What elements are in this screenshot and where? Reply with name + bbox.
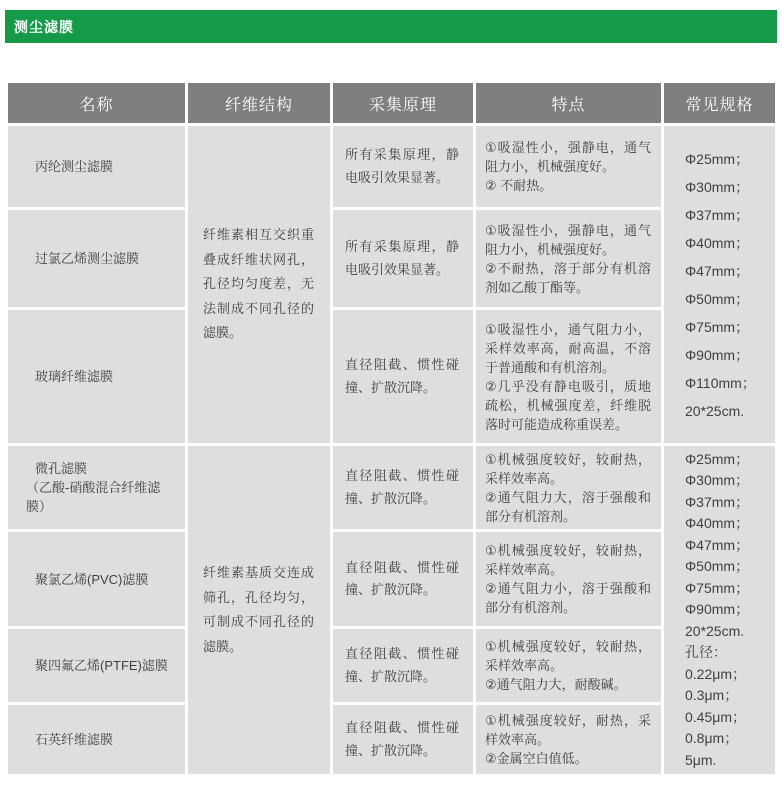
characteristic-line: ①吸湿性小，强静电，通气阻力小，机械强度好。 [485,140,651,174]
spec-line: Φ37mm； [685,206,750,223]
characteristic-line: ②金属空白值低。 [485,751,588,766]
fiber-structure-cell: 纤维素相互交织重叠成纤维状网孔，孔径均匀度差，无法制成不同孔径的滤膜。 [188,126,330,443]
table-row [8,310,775,443]
characteristic-line: ②通气阻力小，溶于强酸和部分有机溶剂。 [485,581,651,615]
characteristics-cell [476,629,661,702]
column-header-name: 名称 [8,83,185,123]
membrane-name-cell: 丙纶测尘滤膜 [8,126,185,207]
column-header-characteristics: 特点 [476,83,661,123]
spec-line: 5μm. [685,751,717,768]
spec-line: 20*25cm. [685,622,745,639]
spec-line: Φ110mm； [685,374,756,391]
spec-line: Φ50mm； [685,290,750,307]
characteristics-cell [476,126,661,207]
spec-line: Φ47mm； [685,536,750,553]
characteristic-line: ②通气阻力大，耐酸碱。 [485,677,627,692]
characteristic-line: ② 不耐热。 [485,178,553,193]
spec-line: Φ47mm； [685,262,750,279]
spec-line: Φ50mm； [685,558,750,575]
membrane-name-cell: 聚四氟乙烯(PTFE)滤膜 [8,629,185,702]
spec-line: Φ37mm； [685,493,750,510]
spec-line: 孔径： [685,644,727,661]
membrane-name-cell [8,446,185,529]
table-row [8,446,775,529]
table-header-row [8,83,775,123]
column-header-fiber-structure: 纤维结构 [188,83,330,123]
spec-line: Φ90mm； [685,601,750,618]
collection-principle-cell: 所有采集原理，静电吸引效果显著。 [333,210,473,307]
collection-principle-cell: 所有采集原理，静电吸引效果显著。 [333,126,473,207]
characteristic-line: ②几乎没有静电吸引，质地疏松，机械强度差，纤维脱落时可能造成称重误差。 [485,378,651,432]
common-specs-cell [664,126,775,443]
characteristic-line: ②不耐热，溶于部分有机溶剂如乙酸丁酯等。 [485,260,651,295]
spec-line: 0.22μm； [685,665,746,682]
spec-line: 0.3μm； [685,687,739,704]
membrane-name-cell: 过氯乙烯测尘滤膜 [8,210,185,307]
table-row [8,126,775,207]
collection-principle-cell: 直径阻截、惯性碰撞、扩散沉降。 [333,446,473,529]
characteristic-line: ②通气阻力大，溶于强酸和部分有机溶剂。 [485,489,651,524]
characteristic-line: ①机械强度较好，较耐热，采样效率高。 [485,639,651,673]
collection-principle-cell: 直径阻截、惯性碰撞、扩散沉降。 [333,310,473,443]
collection-principle-cell: 直径阻截、惯性碰撞、扩散沉降。 [333,705,473,774]
column-header-common-specs: 常见规格 [664,83,775,123]
table-row [8,532,775,626]
membrane-name-cell: 聚氯乙烯(PVC)滤膜 [8,532,185,626]
fiber-structure-cell: 纤维素基质交连成筛孔，孔径均匀，可制成不同孔径的滤膜。 [188,446,330,774]
spec-line: Φ25mm； [685,450,750,467]
characteristics-cell [476,210,661,307]
characteristic-line: ①吸湿性小，强静电，通气阻力小，机械强度好。 [485,222,651,257]
spec-line: Φ30mm； [685,178,750,195]
characteristic-line: ①机械强度较好，较耐热，采样效率高。 [485,543,651,577]
dust-filter-membrane-table [5,80,778,777]
spec-line: 20*25cm. [685,402,745,419]
table-row [8,210,775,307]
spec-line: 0.8μm； [685,730,739,747]
membrane-name-cell: 石英纤维滤膜 [8,705,185,774]
table-row [8,629,775,702]
page-title-bar [5,10,777,43]
spec-line: Φ30mm； [685,472,750,489]
collection-principle-cell: 直径阻截、惯性碰撞、扩散沉降。 [333,532,473,626]
characteristics-cell [476,705,661,774]
membrane-name-cell: 玻璃纤维滤膜 [8,310,185,443]
spec-line: 0.45μm； [685,708,746,725]
spec-line: Φ40mm； [685,515,750,532]
spec-line: Φ75mm； [685,318,750,335]
page-title: 测尘滤膜 [14,18,74,35]
membrane-name-sub: （乙酸-硝酸混合纤维滤膜） [26,480,161,514]
collection-principle-cell: 直径阻截、惯性碰撞、扩散沉降。 [333,629,473,702]
spec-line: Φ25mm； [685,150,750,167]
spec-line: Φ40mm； [685,234,750,251]
column-header-collection-principle: 采集原理 [333,83,473,123]
membrane-name-main: 微孔滤膜 [35,461,88,476]
characteristics-cell [476,310,661,443]
characteristic-line: ①吸湿性小，通气阻力小，采样效率高，耐高温，不溶于普通酸和有机溶剂。 [485,321,651,375]
spec-line: Φ75mm； [685,579,750,596]
characteristic-line: ①机械强度较好，较耐热，采样效率高。 [485,451,651,486]
spec-line: Φ90mm； [685,346,750,363]
common-specs-cell [664,446,775,774]
characteristics-cell [476,532,661,626]
characteristics-cell [476,446,661,529]
characteristic-line: ①机械强度较好，耐热，采样效率高。 [485,713,651,747]
table-row [8,705,775,774]
